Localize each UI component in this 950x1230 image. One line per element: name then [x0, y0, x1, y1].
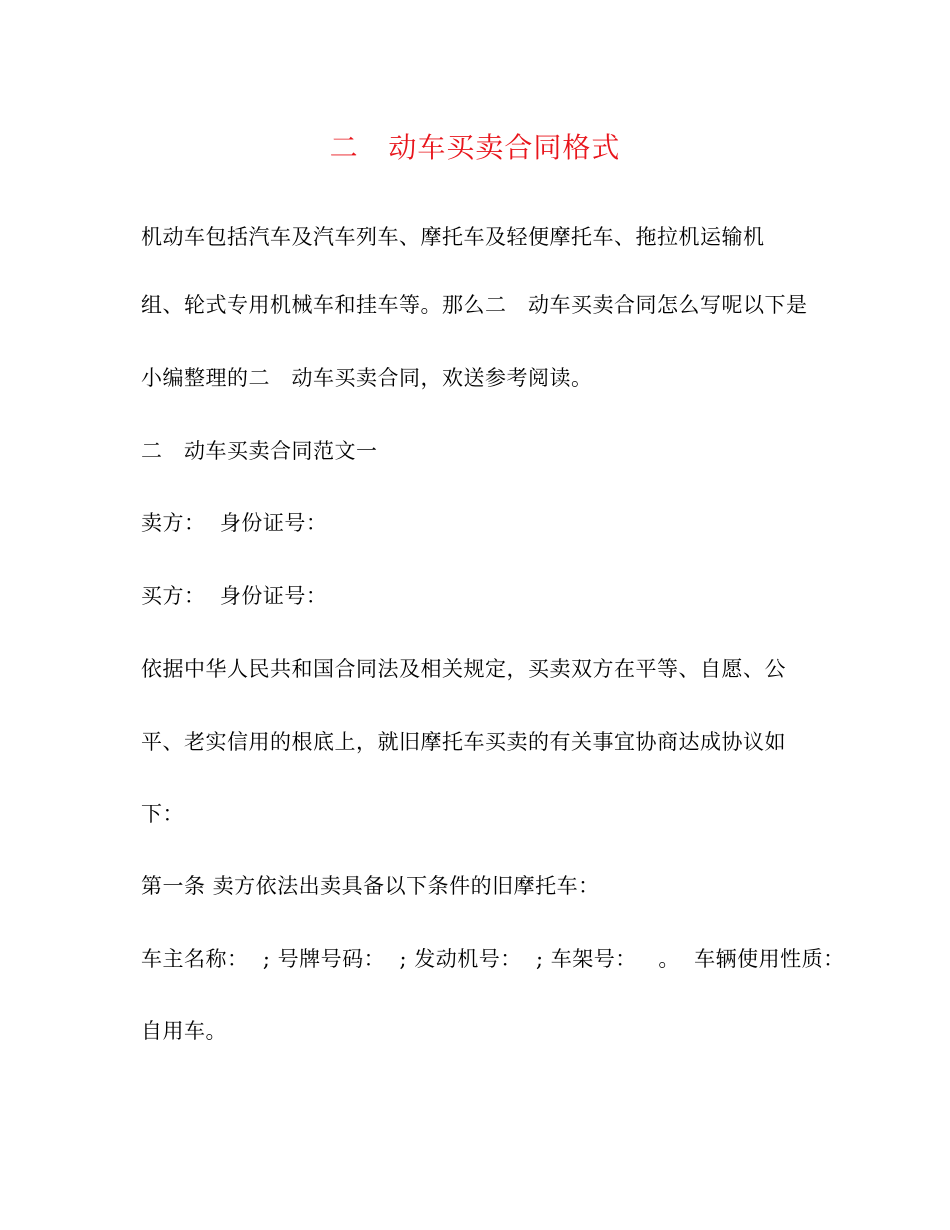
clause-intro-line-2: 平、老实信用的根底上，就旧摩托车买卖的有关事宜协商达成协议如 — [141, 730, 786, 754]
article-one: 第一条 卖方依法出卖具备以下条件的旧摩托车： — [141, 874, 600, 898]
paragraph-line-3: 小编整理的二 动车买卖合同，欢送参考阅读。 — [141, 366, 593, 390]
vehicle-usage-line: 自用车。 — [141, 1019, 227, 1043]
seller-line: 卖方： 身份证号： — [141, 511, 328, 535]
document-title: 二 动车买卖合同格式 — [329, 131, 621, 164]
buyer-line: 买方： 身份证号： — [141, 584, 328, 608]
clause-intro-line-1: 依据中华人民共和国合同法及相关规定，买卖双方在平等、自愿、公 — [141, 657, 786, 681]
clause-intro-line-3: 下： — [141, 802, 184, 826]
vehicle-details-line: 车主名称： ; 号牌号码： ; 发动机号： ; 车架号： 。 车辆使用性质： — [141, 947, 845, 971]
paragraph-line-1: 机动车包括汽车及汽车列车、摩托车及轻便摩托车、拖拉机运输机 — [141, 225, 765, 249]
section-heading: 二 动车买卖合同范文一 — [141, 439, 378, 463]
paragraph-line-2: 组、轮式专用机械车和挂车等。那么二 动车买卖合同怎么写呢以下是 — [141, 293, 808, 317]
